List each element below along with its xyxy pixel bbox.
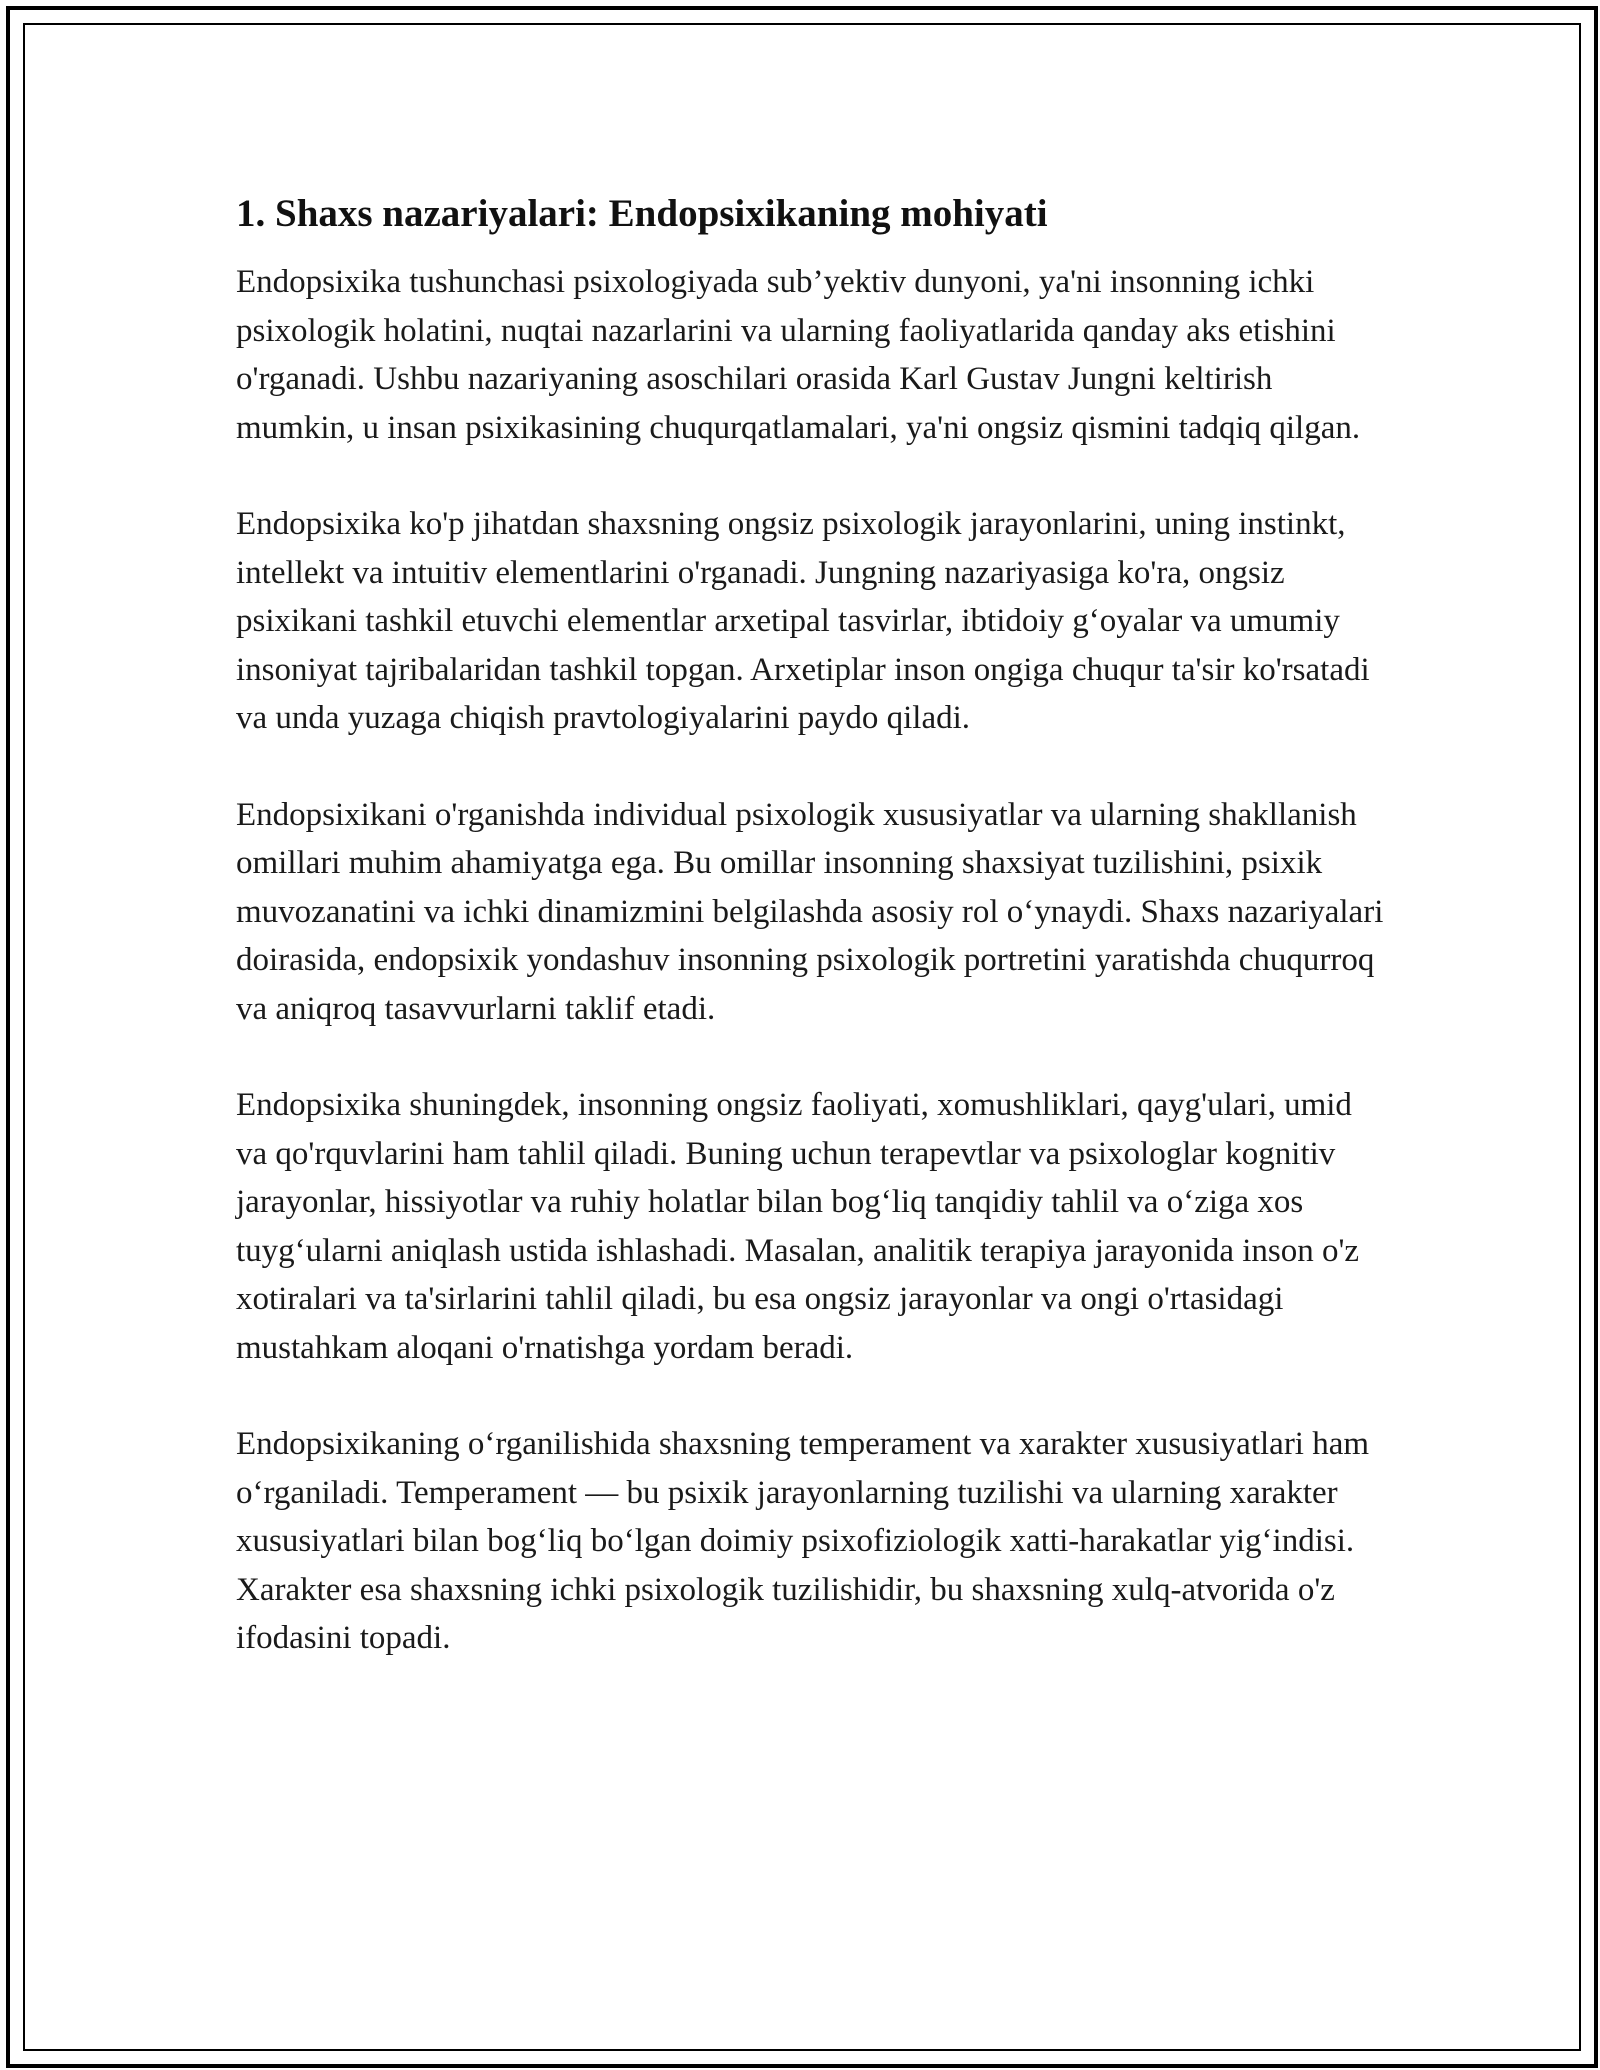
paragraph-5: Endopsixikaning o‘rganilishida shaxsning temperament va xarakter xususiyatlari ham o‘rganiladi. Temperament — bu psixik jarayonlarning tuzilishi va ularning xarakter xususiyatlari bilan bog‘liq bo‘lgan doimiy psixofiziologik xatti-harakatlar yig‘indisi. Xarakter esa shaxsning ichki psixologik tuzilishidir, bu shaxsning xulq-atvorida o'z ifodasini topadi.	[236, 1426, 1370, 1656]
paragraph-4: Endopsixika shuningdek, insonning ongsiz faoliyati, xomushliklari, qayg'ulari, umid va qo'rquvlarini ham tahlil qiladi. Buning uchun terapevtlar va psixologlar kognitiv jarayonlar, hissiyotlar va ruhiy holatlar bilan bog‘liq tanqidiy tahlil va o‘ziga xos tuyg‘ularni aniqlash ustida ishlashadi. Masalan, analitik terapiya jarayonida inson o'z xotiralari va ta'sirlarini tahlil qiladi, bu esa ongsiz jarayonlar va ongi o'rtasidagi mustahkam aloqani o'rnatishga yordam beradi.	[236, 1087, 1360, 1366]
paragraph-3: Endopsixikani o'rganishda individual psixologik xususiyatlar va ularning shakllanish omillari muhim ahamiyatga ega. Bu omillar insonning shaxsiyat tuzilishini, psixik muvozanatini va ichki dinamizmini belgilashda asosiy rol o‘ynaydi. Shaxs nazariyalari doirasida, endopsixik yondashuv insonning psixologik portretini yaratishda chuqurroq va aniqroq tasavvurlarni taklif etadi.	[236, 796, 1384, 1027]
paragraph-2: Endopsixika ko'p jihatdan shaxsning ongsiz psixologik jarayonlarini, uning instinkt, intellekt va intuitiv elementlarini o'rganadi. Jungning nazariyasiga ko'ra, ongsiz psixikani tashkil etuvchi elementlar arxetipal tasvirlar, ibtidoiy g‘oyalar va umumiy insoniyat tajribalaridan tashkil topgan. Arxetiplar inson ongiga chuqur ta'sir ko'rsatadi va unda yuzaga chiqish pravtologiyalarini paydo qiladi.	[236, 506, 1370, 736]
section-heading: 1. Shaxs nazariyalari: Endopsixikaning mohiyati	[236, 192, 1048, 235]
document-body	[236, 188, 1386, 1711]
paragraph-1: Endopsixika tushunchasi psixologiyada sub’yektiv dunyoni, ya'ni insonning ichki psixologik holatini, nuqtai nazarlarini va ularning faoliyatlarida qanday aks etishini o'rganadi. Ushbu nazariyaning asoschilari orasida Karl Gustav Jungni keltirish mumkin, u insan psixikasining chuqurqatlamalari, ya'ni ongsiz qismini tadqiq qilgan.	[236, 264, 1361, 446]
